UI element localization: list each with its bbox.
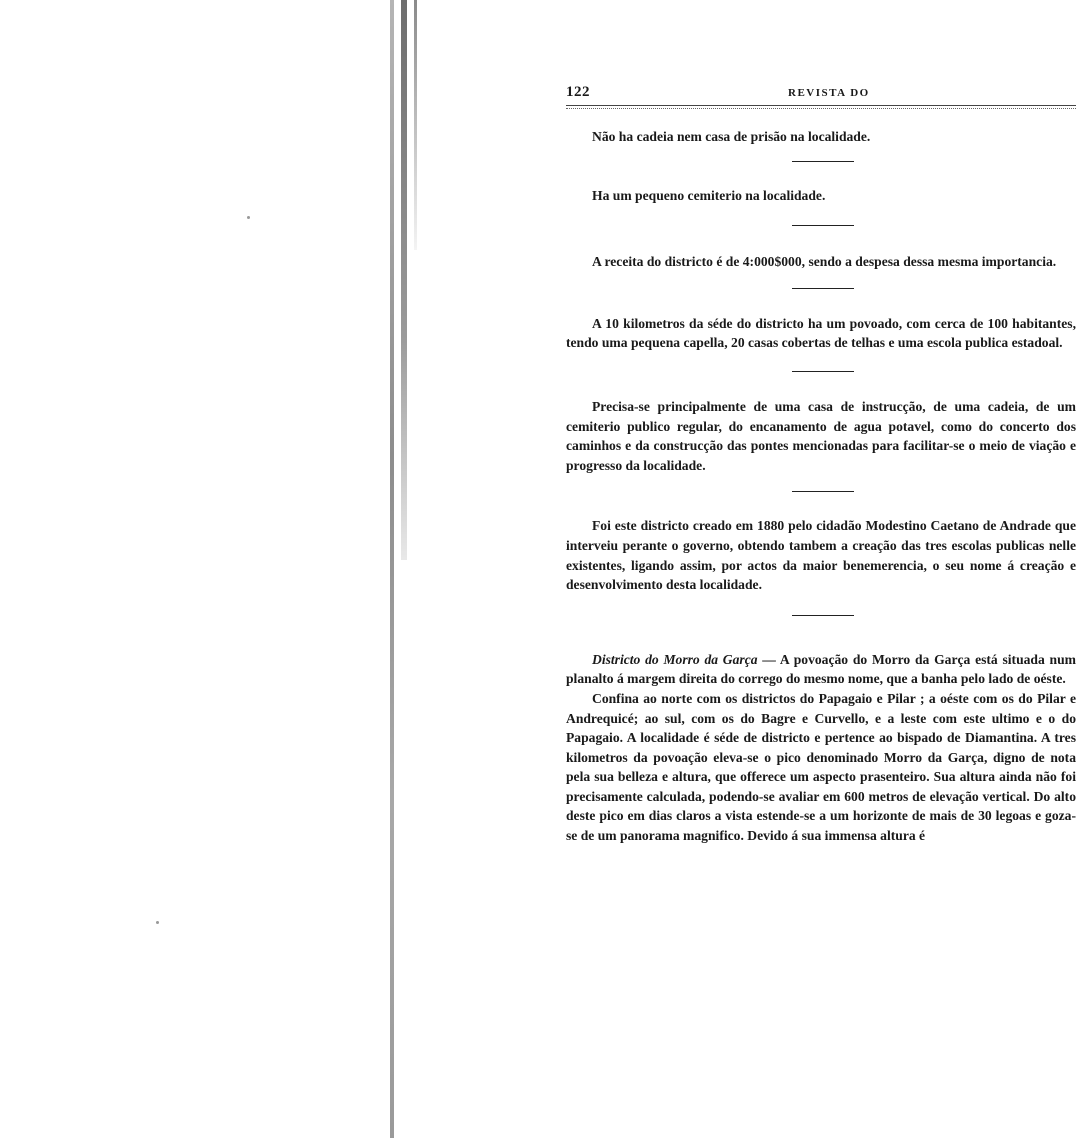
binding-gutter [384,0,424,1138]
paper-speck [156,921,159,924]
paragraph: Não ha cadeia nem casa de prisão na localidade. [592,129,871,144]
paragraph: Foi este districto creado em 1880 pelo cidadão Modestino Caetano de Andrade que interveiu perante o governo, obtendo tambem a creação das tres escolas publicas nelle existentes, ligando assim, por actos da maior benemerencia, o seu nome á creação e desenvolvimento desta localidade. [566,518,1076,593]
paragraph: A receita do districto é de 4:000$000, sendo a despesa dessa mesma importancia. [592,254,1057,270]
gutter-line [401,0,407,560]
running-head: REVISTA DO [788,87,870,99]
section-body: Confina ao norte com os districtos do Papagaio e Pilar ; a oéste com os do Pilar e Andrequicé; ao sul, com os do Bagre e Curvello, e a leste com este ultimo e o do Papagaio. A localidade é séde de districto e pertence ao bispado de Diamantina. A tres kilometros da povoação eleva-se o pico denominado Morro da Garça, digno de nota pela sua belleza e altura, que offerece um aspecto prasenteiro. Sua altura ainda não foi precisamente calculada, podendo-se avaliar em 600 metros de elevação vertical. Do alto deste pico em dias claros a vista estende-se a um horizonte de mais de 30 legoas e goza-se de um panorama magnifico. Devido á sua immensa altura é [566,690,1076,844]
paragraph: A 10 kilometros da séde do districto ha um povoado, com cerca de 100 habitantes, tendo uma pequena capella, 20 casas cobertas de telhas e uma escola publica estadoal. [566,315,1076,351]
gutter-line [414,0,417,250]
page-header [566,82,1076,104]
paper-speck [247,216,250,219]
section-intro [566,650,1076,689]
section-intro-text: A povoação do Morro da Garça está situada num planalto á margem direita do corrego do mesmo nome, que a banha pelo lado de oéste. [566,651,1076,687]
paragraph: Precisa-se principalmente de uma casa de instrucção, de uma cadeia, de um cemiterio publico regular, do encanamento de agua potavel, como do concerto dos caminhos e da construcção das pontes mencionadas para facilitar-se o meio de viação e progresso da localidade. [566,398,1076,473]
section-lead: Districto do Morro da Garça [592,651,758,667]
paragraph: Ha um pequeno cemiterio na localidade. [592,187,826,203]
page-number: 122 [566,84,590,100]
gutter-line [390,0,394,1138]
book-page [566,82,1076,846]
section-dash: — [757,651,780,667]
